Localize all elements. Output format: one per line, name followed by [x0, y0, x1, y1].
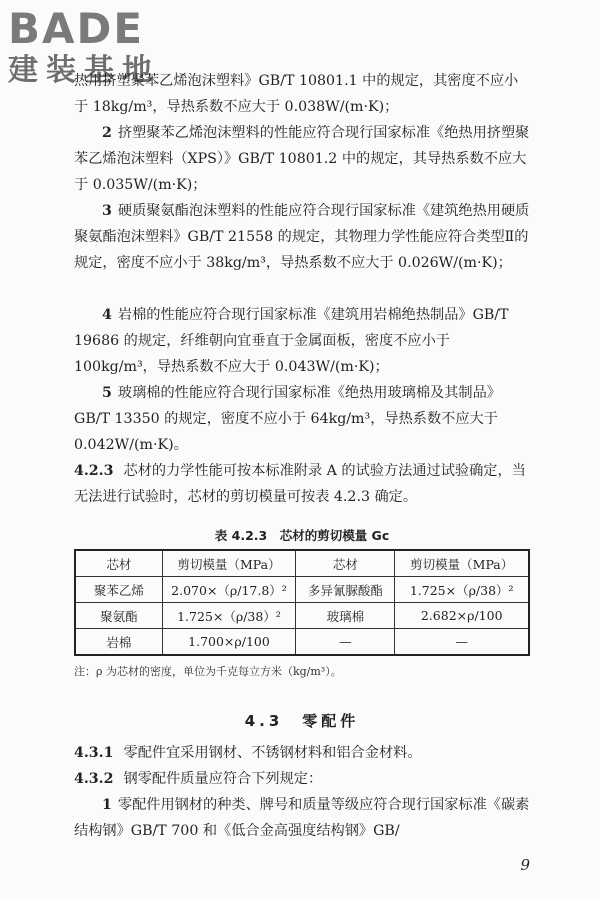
item-number: 3 [102, 203, 112, 219]
table-row [75, 603, 529, 629]
logo-brand-text: BADE [8, 4, 145, 53]
clause-number: 4.2.3 [74, 463, 114, 479]
section-title: 4.3 零配件 [244, 712, 360, 730]
table-cell: 2.682×ρ/100 [395, 603, 529, 629]
clause-4-2-3 [74, 458, 530, 510]
table-cell: 多异氰脲酸酯 [296, 577, 395, 603]
clause-4-3-2 [74, 766, 530, 792]
paragraph-continued: 热用挤塑聚苯乙烯泡沫塑料》GB/T 10801.1 中的规定，其密度不应小于 18kg/m³，导热系数不应大于 0.038W/(m·K)； [74, 73, 519, 115]
table-cell: — [296, 629, 395, 656]
clause-number: 4.3.1 [74, 745, 114, 761]
item-text: 硬质聚氨酯泡沫塑料的性能应符合现行国家标准《建筑绝热用硬质聚氨酯泡沫塑料》GB/T 21558 的规定，其物理力学性能应符合类型Ⅱ的规定，密度不应小于 38kg/m³，导热系数不应大于 0.026W/(m·K)； [74, 203, 530, 271]
header-cell: 剪切模量（MPa） [162, 550, 296, 577]
header-cell: 芯材 [75, 550, 162, 577]
table-cell: 玻璃棉 [296, 603, 395, 629]
item-text: 岩棉的性能应符合现行国家标准《建筑用岩棉绝热制品》GB/T 19686 的规定，纤维朝向宜垂直于金属面板，密度不应小于 100kg/m³，导热系数不应大于 0.043W/(m·K)； [74, 307, 509, 375]
table-cell: — [395, 629, 529, 656]
clause-number: 4.3.2 [74, 771, 114, 787]
item-4 [74, 302, 530, 380]
item-number: 2 [102, 125, 112, 141]
table-cell: 1.725×（ρ/38）² [162, 603, 296, 629]
item-text: 玻璃棉的性能应符合现行国家标准《绝热用玻璃棉及其制品》GB/T 13350 的规定，密度不应小于 64kg/m³，导热系数不应大于 0.042W/(m·K)。 [74, 385, 501, 453]
clause-text: 钢零配件质量应符合下列规定： [123, 771, 323, 787]
item-5 [74, 380, 530, 458]
header-cell: 芯材 [296, 550, 395, 577]
item-text: 零配件用钢材的种类、牌号和质量等级应符合现行国家标准《碳素结构钢》GB/T 700 和《低合金高强度结构钢》GB/ [74, 797, 530, 839]
clause-text: 零配件宜采用钢材、不锈钢材料和铝合金材料。 [123, 745, 422, 761]
table-cell: 聚苯乙烯 [75, 577, 162, 603]
table-cell: 1.700×ρ/100 [162, 629, 296, 656]
item-number: 5 [102, 385, 112, 401]
table-note: 注：ρ 为芯材的密度，单位为千克每立方米（kg/m³）。 [74, 665, 342, 678]
table-header-row [75, 550, 529, 577]
item-2 [74, 120, 530, 198]
item-1 [74, 792, 530, 844]
table-caption: 表 4.2.3 芯材的剪切模量 Gc [214, 528, 390, 543]
table-row [75, 577, 529, 603]
table-cell: 聚氨酯 [75, 603, 162, 629]
table-cell: 岩棉 [75, 629, 162, 656]
shear-modulus-table [74, 549, 530, 656]
item-number: 4 [102, 307, 112, 323]
item-number: 1 [102, 797, 112, 813]
item-3 [74, 198, 530, 276]
item-text: 挤塑聚苯乙烯泡沫塑料的性能应符合现行国家标准《绝热用挤塑聚苯乙烯泡沫塑料（XPS）》GB/T 10801.2 中的规定，其导热系数不应大于 0.035W/(m·K)； [74, 125, 530, 193]
clause-4-3-1 [74, 740, 530, 766]
logo-subtitle: 建装基地 [8, 53, 160, 88]
table-row [75, 629, 529, 656]
clause-text: 芯材的力学性能可按本标准附录 A 的试验方法通过试验确定，当无法进行试验时，芯材的剪切模量可按表 4.2.3 确定。 [74, 463, 526, 505]
header-cell: 剪切模量（MPa） [395, 550, 529, 577]
table-cell: 1.725×（ρ/38）² [395, 577, 529, 603]
table-cell: 2.070×（ρ/17.8）² [162, 577, 296, 603]
page-number: 9 [520, 856, 530, 874]
